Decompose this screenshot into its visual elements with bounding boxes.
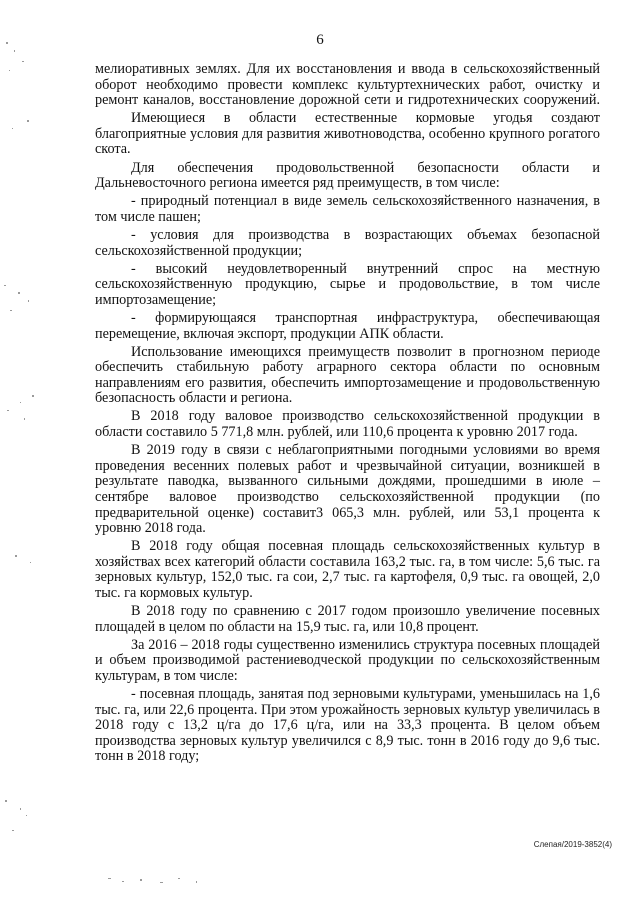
paragraph: В 2019 году в связи с неблагоприятными погодными условиями во время проведения весенних полевых работ и чрезвычайной ситуации, возникшей в результате паводка, вызванного сильными дождями, прошедшими в июле – сентябре валовое производство сельскохозяйственной продукции (по предварительной оценке) составит3 065,3 млн. рублей, или 53,1 процента к уровню 2018 года. bbox=[95, 442, 600, 537]
list-item: - природный потенциал в виде земель сельскохозяйственного назначения, в том числе пашен; bbox=[95, 193, 600, 225]
document-code: Слепая/2019-3852(4) bbox=[533, 840, 612, 849]
list-item: - посевная площадь, занятая под зерновыми культурами, уменьшилась на 1,6 тыс. га, или 22,6 процента. При этом урожайность зерновых культур увеличилась в 2018 году с 13,2 ц/га до 17,6 ц/га, или на 33,3 процента. В целом объем производства зерновых культур увеличился с 8,9 тыс. тонн в 2016 году до 9,6 тыс. тонн в 2018 году; bbox=[95, 686, 600, 765]
paragraph: Имеющиеся в области естественные кормовые угодья создают благоприятные условия для развития животноводства, особенно крупного рогатого скота. bbox=[95, 110, 600, 158]
list-item: - условия для производства в возрастающих объемах безопасной сельскохозяйственной продукции; bbox=[95, 226, 600, 259]
list-item: - формирующаяся транспортная инфраструктура, обеспечивающая перемещение, включая экспорт, продукции АПК области. bbox=[95, 309, 600, 342]
list-item: - высокий неудовлетворенный внутренний спрос на местную сельскохозяйственную продукцию, сырье и продовольствие, в том числе импортозамещение; bbox=[95, 260, 600, 308]
document-body bbox=[95, 62, 600, 765]
paragraph: Использование имеющихся преимуществ позволит в прогнозном периоде обеспечить стабильную работу аграрного сектора области по основным направлениям его развития, обеспечить импортозамещение и продовольственную безопасность области и региона. bbox=[95, 343, 600, 407]
paragraph: В 2018 году по сравнению с 2017 годом произошло увеличение посевных площадей в целом по области на 15,9 тыс. га, или 10,8 процент. bbox=[95, 603, 600, 635]
page-number: 6 bbox=[316, 32, 324, 48]
paragraph: мелиоративных землях. Для их восстановления и ввода в сельскохозяйственный оборот необходимо провести комплекс культуртехнических работ, очистку и ремонт каналов, восстановление дорожной сети и гидротехнических сооружений. bbox=[95, 61, 600, 109]
paragraph: Для обеспечения продовольственной безопасности области и Дальневосточного региона имеется ряд преимуществ, в том числе: bbox=[95, 159, 600, 192]
paragraph: За 2016 – 2018 годы существенно изменились структура посевных площадей и объем производимой растениеводческой продукции по сельскохозяйственным культурам, в том числе: bbox=[95, 636, 600, 684]
paragraph: В 2018 году валовое производство сельскохозяйственной продукции в области составило 5 771,8 млн. рублей, или 110,6 процента к уровню 2017 года. bbox=[95, 408, 600, 441]
paragraph: В 2018 году общая посевная площадь сельскохозяйственных культур в хозяйствах всех категорий области составила 163,2 тыс. га, в том числе: 5,6 тыс. га зерновых культур, 152,0 тыс. га сои, 2,7 тыс. га картофеля, 0,9 тыс. га овощей, 2,0 тыс. га кормовых культур. bbox=[95, 538, 600, 601]
